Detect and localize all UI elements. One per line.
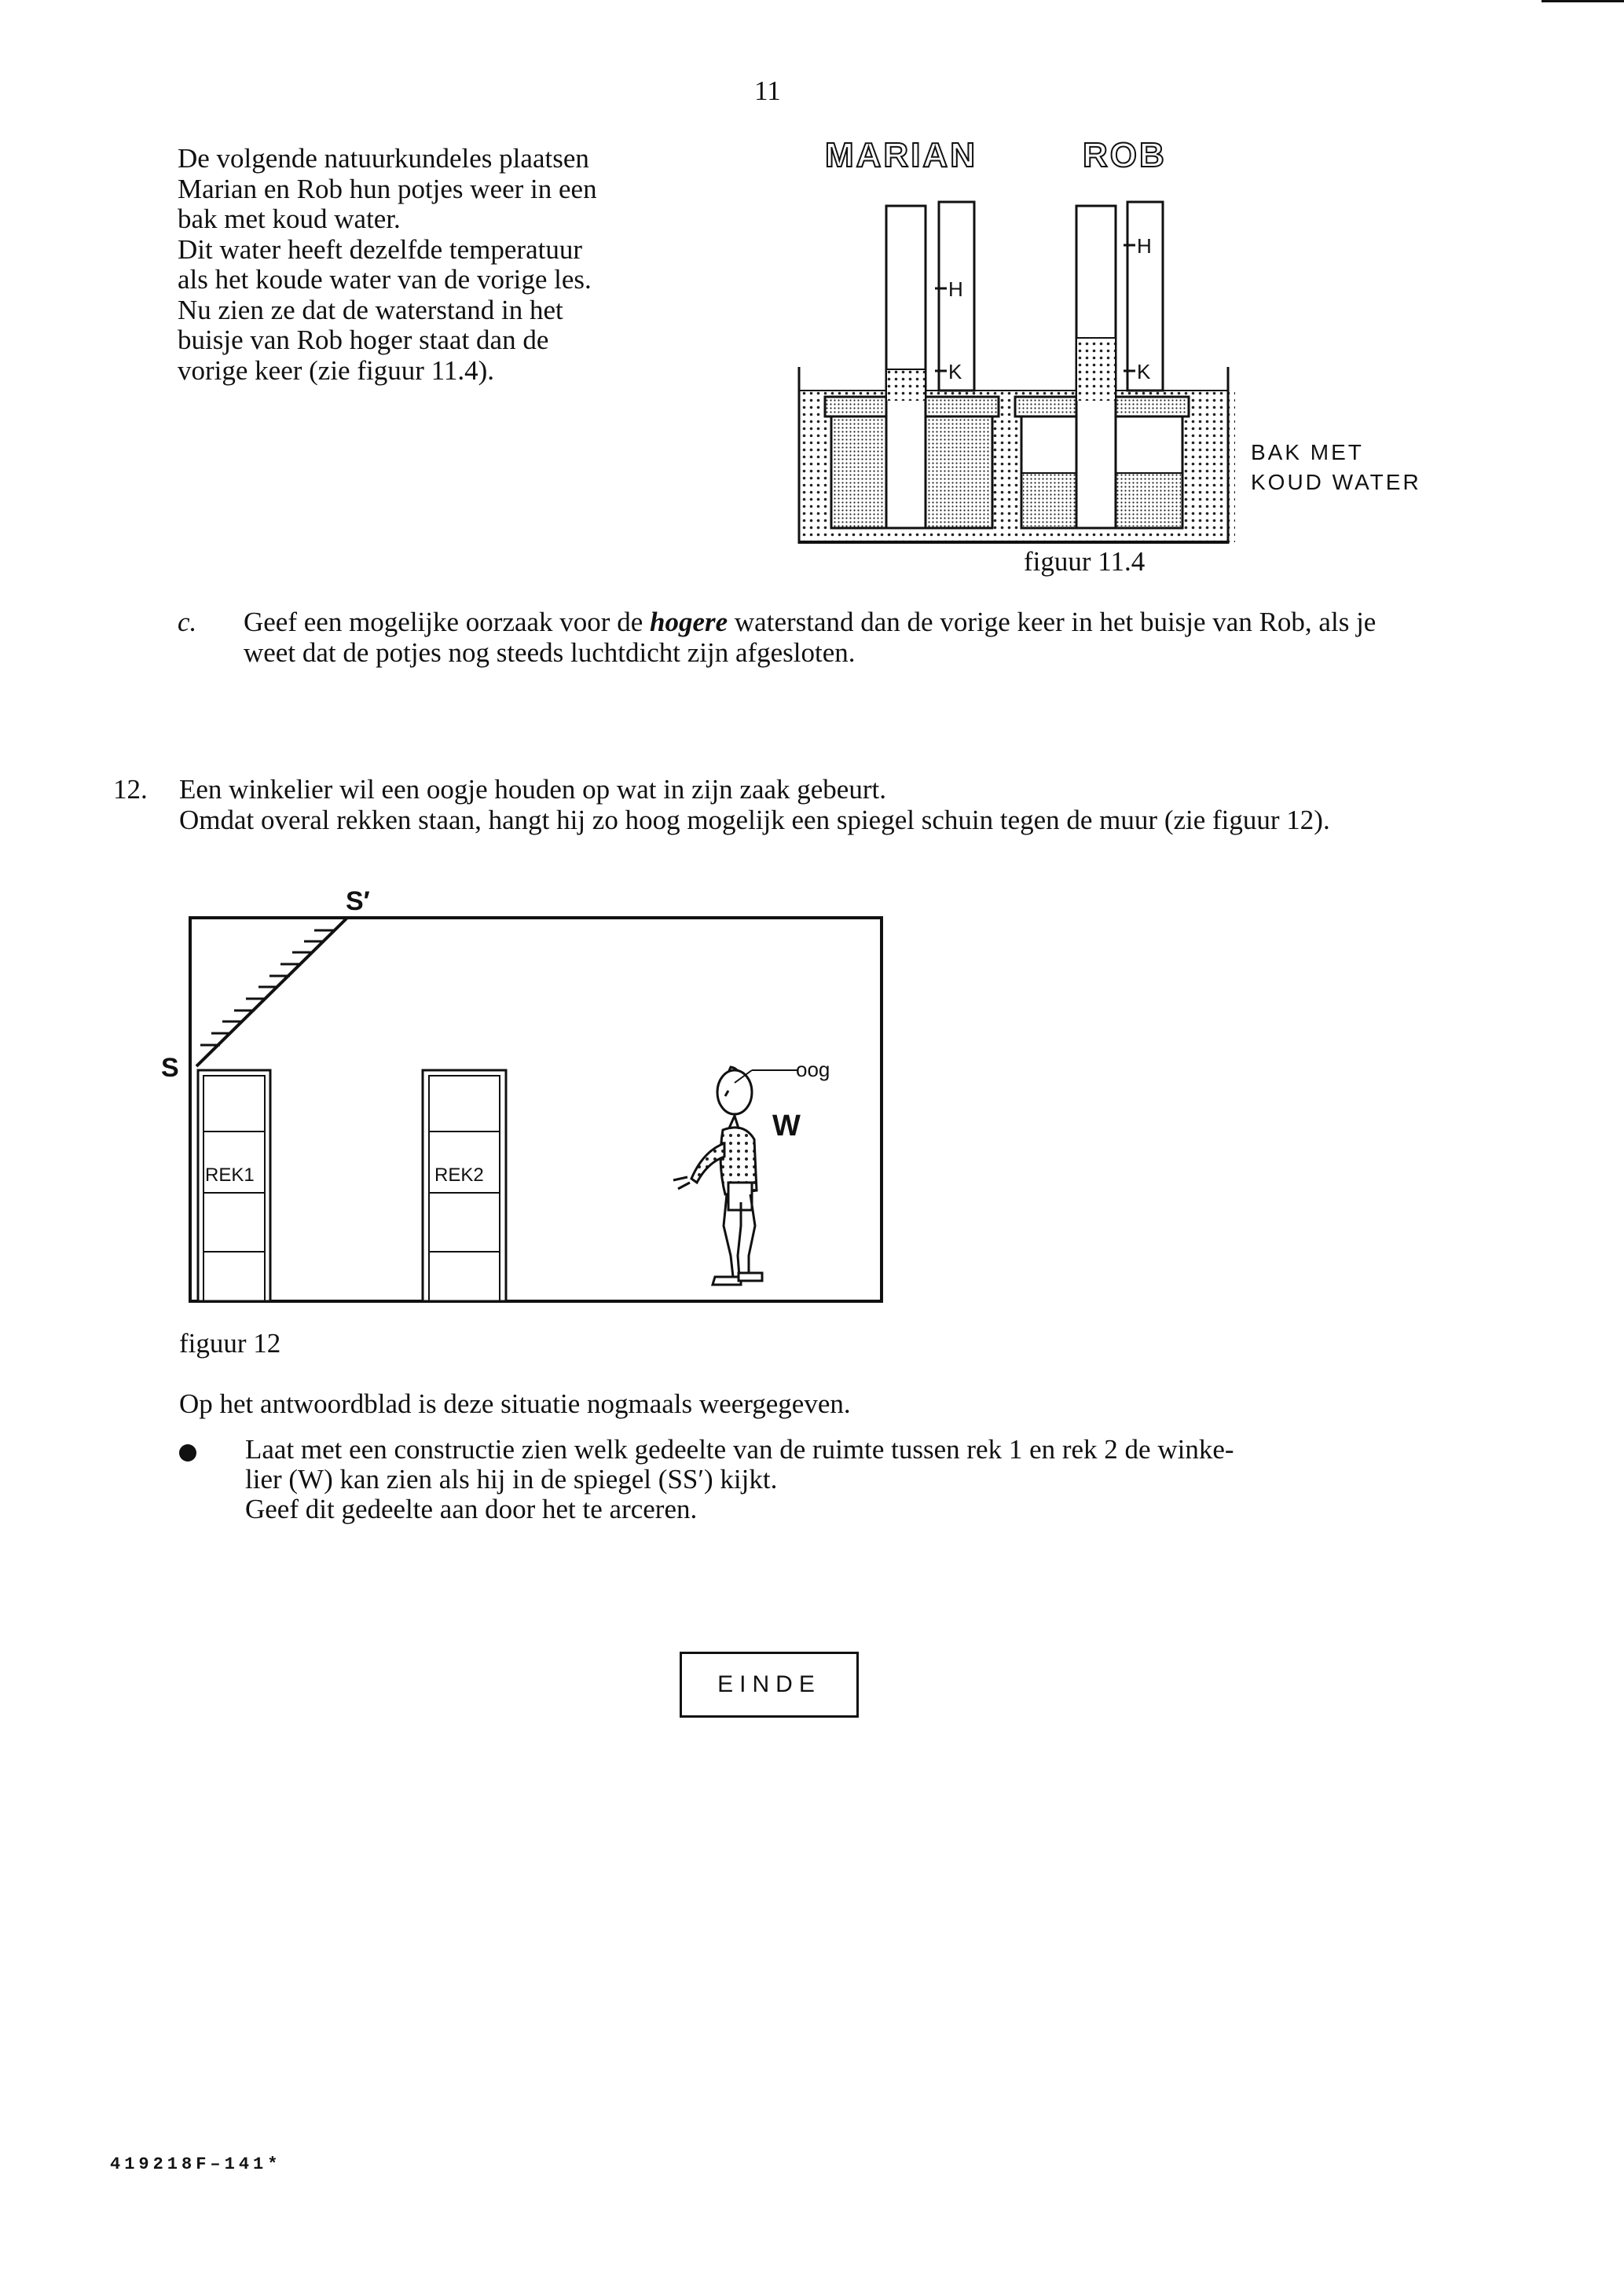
question-12-number: 12. — [113, 774, 148, 805]
question-c-letter: c. — [178, 607, 197, 637]
intro-line: buisje van Rob hoger staat dan de — [178, 325, 549, 355]
figure-12 — [153, 880, 907, 1320]
bullet-icon — [179, 1444, 196, 1462]
figure-11-4 — [794, 135, 1249, 552]
label-k-rob: K — [1137, 360, 1151, 383]
bath-label-line1: BAK MET — [1251, 440, 1364, 464]
mirror-hatching — [200, 930, 334, 1045]
figure-12-caption: figuur 12 — [179, 1328, 281, 1359]
label-rek1: REK1 — [205, 1165, 255, 1186]
figure-11-4-caption: figuur 11.4 — [1024, 546, 1146, 577]
question-12-line1: Een winkelier wil een oogje houden op wat in zijn zaak gebeurt. — [179, 774, 886, 805]
rek2 — [423, 1070, 506, 1301]
rek1 — [198, 1070, 270, 1301]
label-h-marian: H — [948, 277, 963, 301]
einde-label: EINDE — [717, 1671, 821, 1697]
bullet-line3: Geef dit gedeelte aan door het te arceren. — [245, 1494, 698, 1524]
bullet-text — [245, 1435, 1408, 1524]
intro-line: vorige keer (zie figuur 11.4). — [178, 354, 494, 386]
intro-line: Marian en Rob hun potjes weer in een — [178, 173, 597, 204]
intro-line: De volgende natuurkundeles plaatsen — [178, 143, 589, 174]
question-12-line2: Omdat overal rekken staan, hangt hij zo hoog mogelijk een spiegel schuin tegen de muur (zie figuur 12). — [179, 805, 1330, 835]
bullet-line1: Laat met een constructie zien welk gedeelte van de ruimte tussen rek 1 en rek 2 de winke- — [245, 1434, 1234, 1465]
bullet-line2: lier (W) kan zien als hij in de spiegel (SS′) kijkt. — [245, 1464, 778, 1495]
question-c-text-after: waterstand dan de vorige keer in het buisje van Rob, als je weet dat de potjes nog steeds luchtdicht zijn afgesloten. — [244, 607, 1377, 668]
label-oog: oog — [796, 1058, 830, 1081]
shopkeeper-figure — [673, 1067, 762, 1285]
name-marian: MARIAN — [825, 136, 977, 174]
bath-label — [1251, 438, 1421, 497]
intro-line: bak met koud water. — [178, 204, 401, 234]
label-w: W — [772, 1109, 801, 1142]
intro-line: Nu zien ze dat de waterstand in het — [178, 294, 563, 325]
question-12-text — [179, 774, 1405, 835]
bath-label-line2: KOUD WATER — [1251, 470, 1421, 494]
antwoordblad-paragraph: Op het antwoordblad is deze situatie nogmaals weergegeven. — [179, 1388, 851, 1419]
label-h-rob: H — [1137, 234, 1152, 258]
name-rob: ROB — [1083, 136, 1167, 174]
label-rek2: REK2 — [434, 1165, 484, 1186]
label-s: S — [161, 1053, 179, 1083]
question-c-text-before: Geef een mogelijke oorzaak voor de — [244, 607, 650, 637]
intro-paragraph — [178, 144, 680, 386]
question-c-text — [244, 607, 1422, 668]
einde-box — [680, 1652, 859, 1718]
page-edge-mark — [1542, 0, 1624, 2]
intro-line: Dit water heeft dezelfde temperatuur — [178, 233, 583, 265]
label-s-prime: S′ — [346, 886, 370, 916]
footer-code: 419218F–141* — [110, 2155, 282, 2174]
tube-marian — [886, 206, 926, 528]
tube-rob-liquid — [1077, 338, 1115, 401]
label-k-marian: K — [948, 360, 962, 383]
question-c-emphasis: hogere — [650, 607, 728, 637]
tube-marian-liquid — [887, 369, 925, 401]
page-number: 11 — [754, 75, 781, 106]
intro-line: als het koude water van de vorige les. — [178, 264, 592, 295]
